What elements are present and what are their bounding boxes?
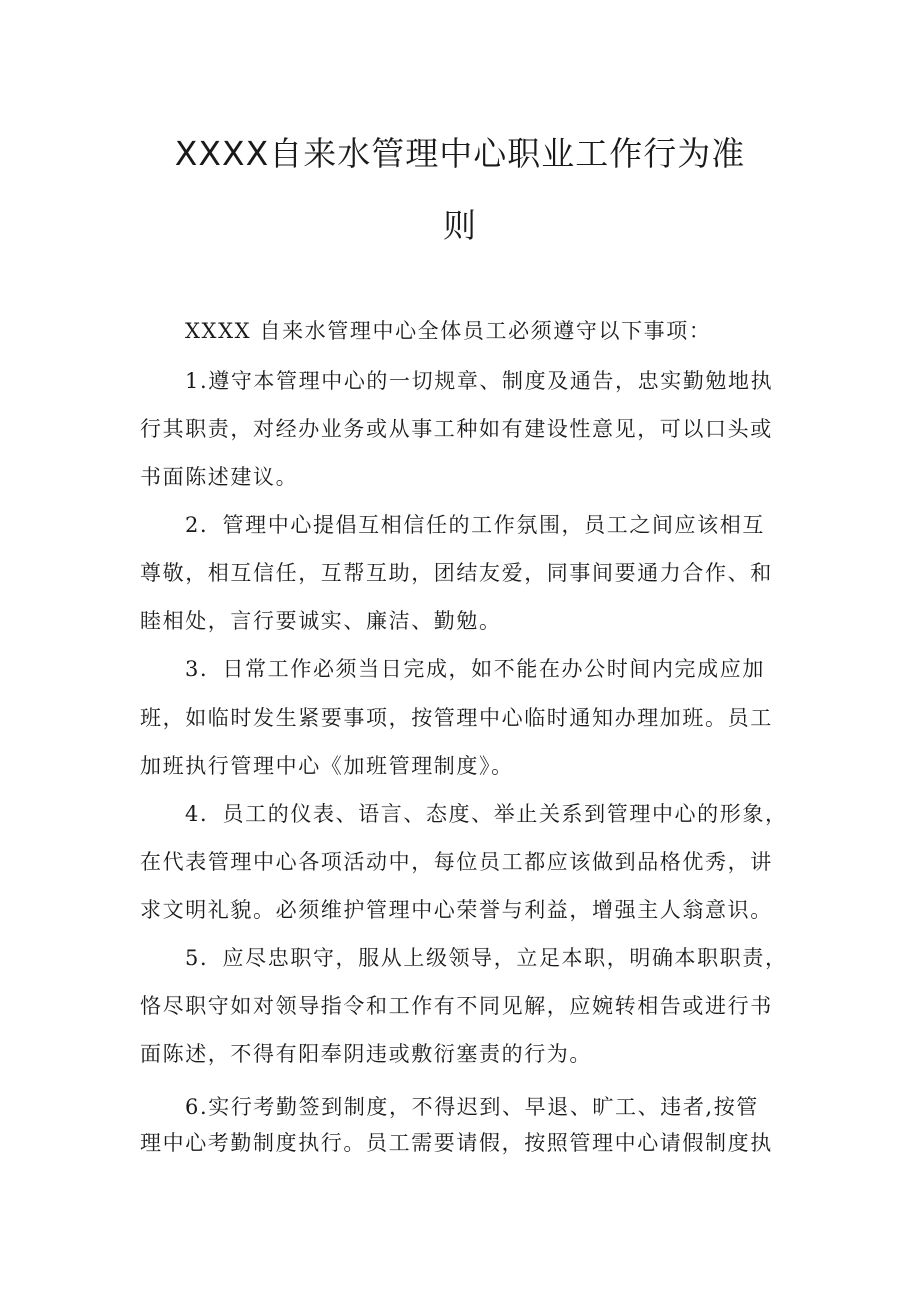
item-5-line-1: 5．应尽忠职守，服从上级领导，立足本职，明确本职职责，	[185, 946, 788, 970]
item-4-line-3: 求文明礼貌。必须维护管理中心荣誉与利益，增强主人翁意识。	[140, 898, 773, 922]
item-5-line-3: 面陈述，不得有阳奉阴违或敷衍塞责的行为。	[140, 1042, 592, 1066]
item-1-line-1: 1.遵守本管理中心的一切规章、制度及通告，忠实勤勉地执	[185, 369, 774, 393]
item-1-line-3: 书面陈述建议。	[140, 465, 299, 489]
item-6-line-1: 6.实行考勤签到制度，不得迟到、早退、旷工、违者,按管	[185, 1095, 759, 1119]
document-title-line-1: XXXX自来水管理中心职业工作行为准	[174, 134, 746, 173]
item-2-line-1: 2．管理中心提倡互相信任的工作氛围，员工之间应该相互	[185, 513, 765, 537]
item-6-line-2: 理中心考勤制度执行。员工需要请假，按照管理中心请假制度执	[140, 1131, 773, 1155]
item-5-line-2: 恪尽职守如对领导指令和工作有不同见解，应婉转相告或进行书	[140, 994, 773, 1018]
intro-line: XXXX 自来水管理中心全体员工必须遵守以下事项：	[185, 319, 712, 343]
item-2-line-2: 尊敬，相互信任，互帮互助，团结友爱，同事间要通力合作、和	[140, 561, 773, 585]
document-title-line-2: 则	[443, 206, 477, 245]
item-3-line-2: 班，如临时发生紧要事项，按管理中心临时通知办理加班。员工	[140, 706, 773, 730]
item-4-line-1: 4．员工的仪表、语言、态度、举止关系到管理中心的形象，	[185, 802, 788, 826]
item-3-line-1: 3．日常工作必须当日完成，如不能在办公时间内完成应加	[185, 657, 765, 681]
item-4-line-2: 在代表管理中心各项活动中，每位员工都应该做到品格优秀，讲	[140, 850, 773, 874]
item-3-line-3: 加班执行管理中心《加班管理制度》。	[140, 754, 514, 778]
item-2-line-3: 睦相处，言行要诚实、廉洁、勤勉。	[140, 609, 502, 633]
item-1-line-2: 行其职责，对经办业务或从事工种如有建设性意见，可以口头或	[140, 417, 773, 441]
